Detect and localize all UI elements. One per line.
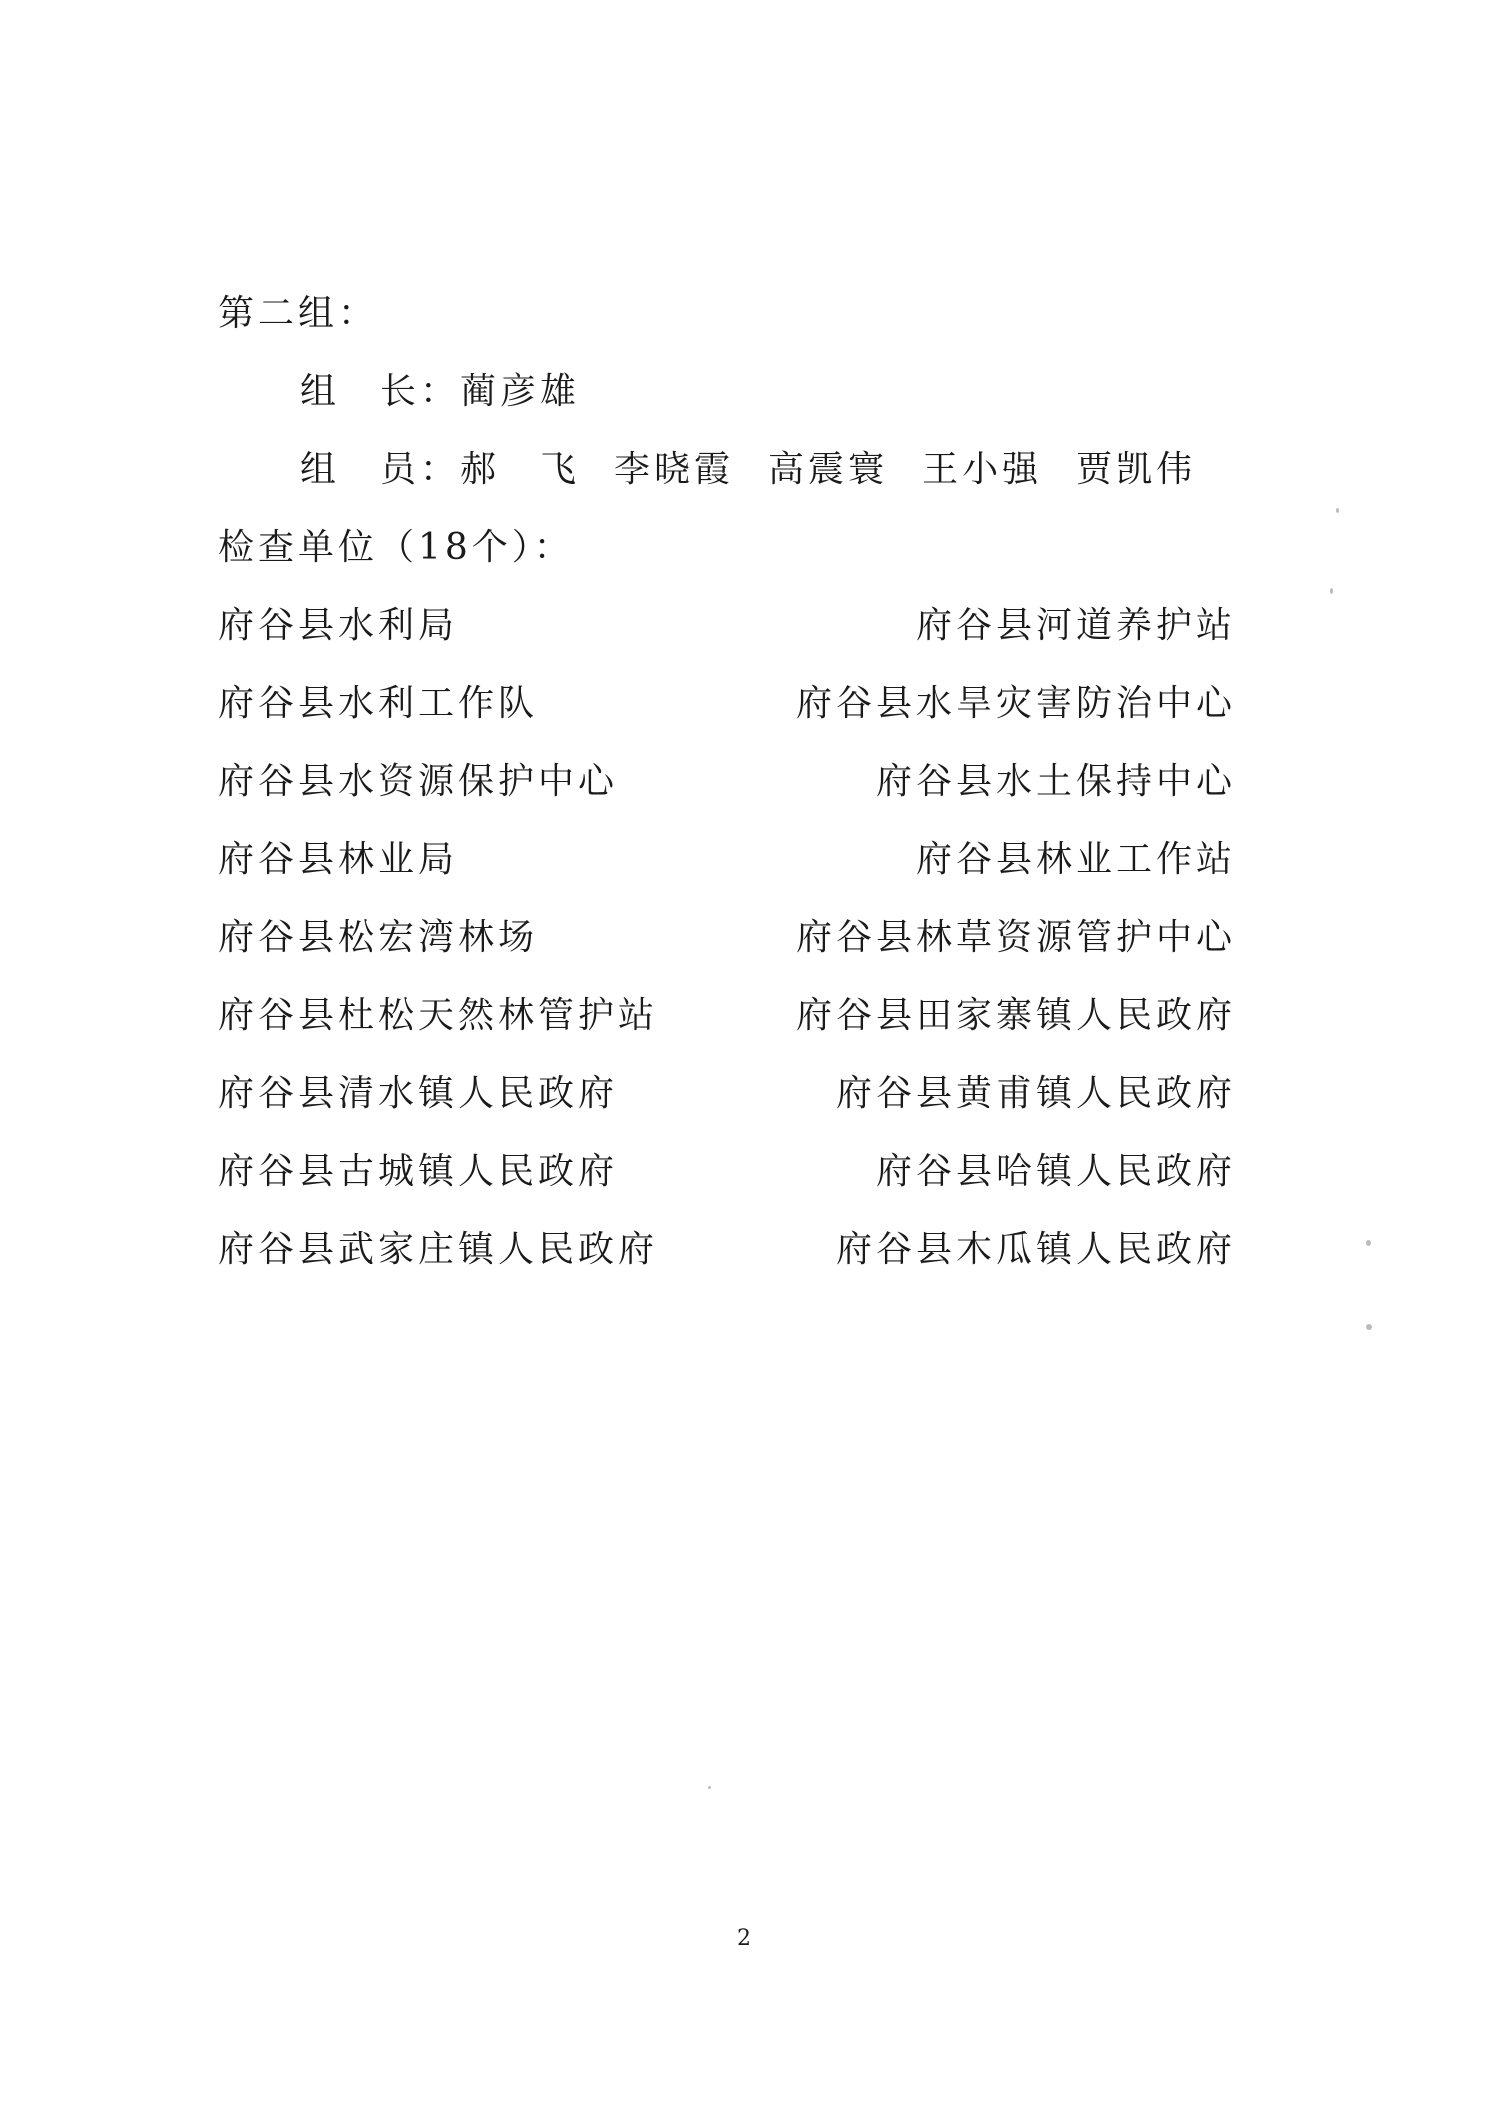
leader-label: 组 长： bbox=[300, 371, 461, 412]
unit-right: 府谷县林草资源管护中心 bbox=[795, 917, 1236, 958]
member-name: 高震寰 bbox=[768, 449, 889, 490]
unit-right: 府谷县田家寨镇人民政府 bbox=[795, 995, 1236, 1036]
member-name: 王小强 bbox=[922, 449, 1043, 490]
unit-right: 府谷县河道养护站 bbox=[915, 605, 1236, 646]
unit-left: 府谷县杜松天然林管护站 bbox=[218, 995, 659, 1036]
scan-speck bbox=[1330, 588, 1333, 594]
unit-right: 府谷县水旱灾害防治中心 bbox=[795, 683, 1236, 724]
units-heading: 检查单位（18个）： bbox=[218, 527, 574, 568]
scan-speck bbox=[1366, 1324, 1372, 1330]
member-name: 贾凯伟 bbox=[1076, 449, 1197, 490]
unit-left: 府谷县清水镇人民政府 bbox=[218, 1073, 619, 1114]
unit-right: 府谷县哈镇人民政府 bbox=[875, 1151, 1236, 1192]
page-number: 2 bbox=[737, 1926, 751, 1951]
scan-speck bbox=[1336, 508, 1339, 513]
scan-speck bbox=[708, 1786, 711, 1789]
unit-left: 府谷县水利局 bbox=[218, 605, 459, 646]
members-label: 组 员： bbox=[300, 449, 461, 490]
member-name: 李晓霞 bbox=[614, 449, 735, 490]
unit-left: 府谷县林业局 bbox=[218, 839, 459, 880]
member-name: 郝 飞 bbox=[460, 449, 581, 490]
leader-name: 蔺彦雄 bbox=[460, 371, 581, 412]
unit-left: 府谷县松宏湾林场 bbox=[218, 917, 539, 958]
scan-speck bbox=[1366, 1240, 1371, 1246]
unit-right: 府谷县林业工作站 bbox=[915, 839, 1236, 880]
members-line bbox=[300, 448, 1196, 492]
leader-line bbox=[300, 370, 580, 414]
unit-left: 府谷县武家庄镇人民政府 bbox=[218, 1229, 659, 1270]
unit-left: 府谷县水资源保护中心 bbox=[218, 761, 619, 802]
unit-right: 府谷县木瓜镇人民政府 bbox=[835, 1229, 1236, 1270]
unit-right: 府谷县水土保持中心 bbox=[875, 761, 1236, 802]
unit-right: 府谷县黄甫镇人民政府 bbox=[835, 1073, 1236, 1114]
unit-left: 府谷县水利工作队 bbox=[218, 683, 539, 724]
group-title: 第二组： bbox=[218, 293, 379, 334]
unit-left: 府谷县古城镇人民政府 bbox=[218, 1151, 619, 1192]
